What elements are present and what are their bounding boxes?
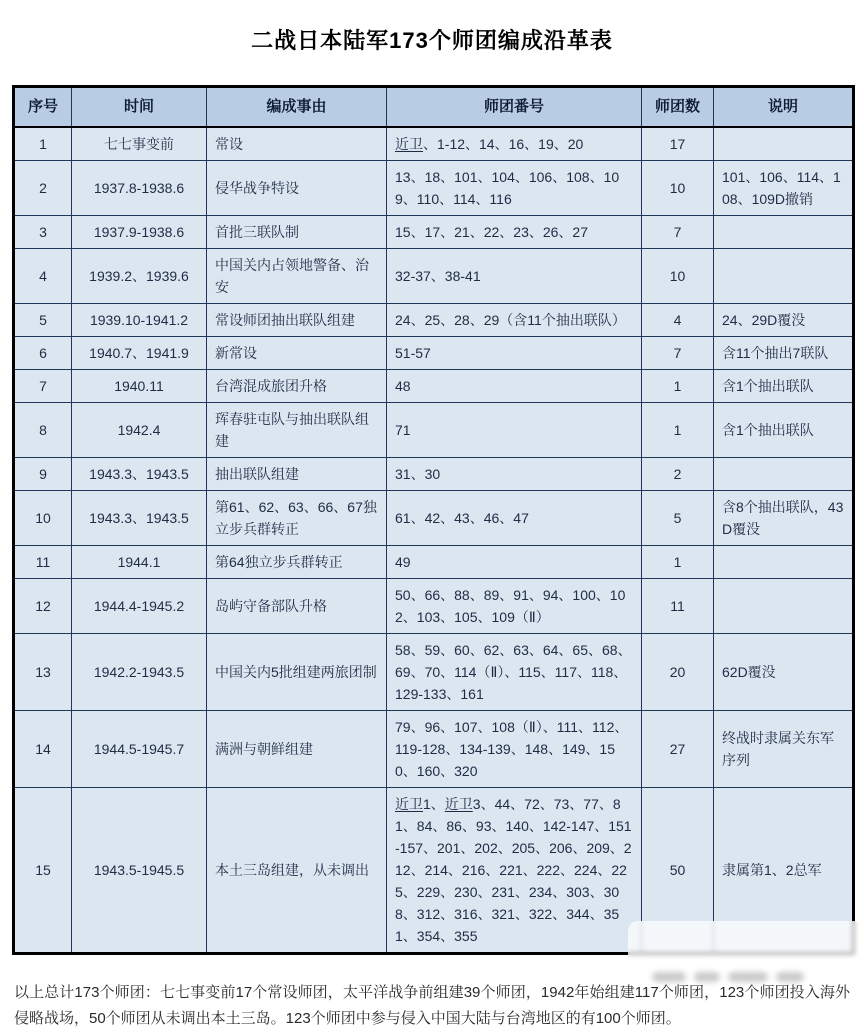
cell-reason: 本土三岛组建，从未调出 (207, 788, 387, 954)
column-header-time: 时间 (72, 87, 207, 128)
cell-count: 7 (642, 337, 714, 370)
cell-divisions: 51-57 (387, 337, 642, 370)
cell-reason: 常设 (207, 127, 387, 161)
cell-note: 含1个抽出联队 (714, 403, 854, 458)
page (0, 24, 864, 1027)
cell-count: 10 (642, 161, 714, 216)
cell-note (714, 579, 854, 634)
table-row (14, 403, 854, 458)
cell-time: 1940.11 (72, 370, 207, 403)
cell-note: 含1个抽出联队 (714, 370, 854, 403)
cell-note (714, 216, 854, 249)
table-row (14, 127, 854, 161)
column-header-count: 师团数 (642, 87, 714, 128)
table-row (14, 711, 854, 788)
cell-no: 6 (14, 337, 72, 370)
cell-divisions: 48 (387, 370, 642, 403)
cell-time: 1943.3、1943.5 (72, 491, 207, 546)
cell-divisions: 近卫、1-12、14、16、19、20 (387, 127, 642, 161)
cell-count: 27 (642, 711, 714, 788)
cell-note (714, 127, 854, 161)
cell-divisions: 58、59、60、62、63、64、65、68、69、70、114（Ⅱ）、115、117、118、129-133、161 (387, 634, 642, 711)
cell-no: 1 (14, 127, 72, 161)
cell-time: 1939.2、1939.6 (72, 249, 207, 304)
cell-no: 2 (14, 161, 72, 216)
cell-divisions: 61、42、43、46、47 (387, 491, 642, 546)
cell-note (714, 458, 854, 491)
cell-no: 8 (14, 403, 72, 458)
cell-time: 1937.9-1938.6 (72, 216, 207, 249)
cell-reason: 新常设 (207, 337, 387, 370)
cell-no: 12 (14, 579, 72, 634)
cell-divisions: 近卫1、近卫3、44、72、73、77、81、84、86、93、140、142-147、151-157、201、202、205、206、209、212、214、216、221、222、224、225、229、230、231、234、303、308、312、316、321、322、344、351、354、355 (387, 788, 642, 954)
cell-count: 17 (642, 127, 714, 161)
cell-reason: 岛屿守备部队升格 (207, 579, 387, 634)
cell-count: 50 (642, 788, 714, 954)
cell-note (714, 249, 854, 304)
cell-reason: 常设师团抽出联队组建 (207, 304, 387, 337)
table-body (14, 127, 854, 954)
cell-no: 7 (14, 370, 72, 403)
cell-note (714, 546, 854, 579)
cell-divisions: 49 (387, 546, 642, 579)
summary-text: 以上总计173个师团：七七事变前17个常设师团，太平洋战争前组建39个师团，1942年始组建117个师团，123个师团投入海外侵略战场，50个师团从未调出本土三岛。123个师团中参与侵入中国大陆与台湾地区的有100个师团。 (14, 984, 850, 1027)
cell-time: 1944.5-1945.7 (72, 711, 207, 788)
cell-reason: 首批三联队制 (207, 216, 387, 249)
cell-divisions: 31、30 (387, 458, 642, 491)
cell-time: 1942.2-1943.5 (72, 634, 207, 711)
cell-divisions: 50、66、88、89、91、94、100、102、103、105、109（Ⅱ） (387, 579, 642, 634)
cell-time: 1943.3、1943.5 (72, 458, 207, 491)
cell-note: 含11个抽出7联队 (714, 337, 854, 370)
cell-reason: 台湾混成旅团升格 (207, 370, 387, 403)
table-row (14, 634, 854, 711)
cell-divisions: 79、96、107、108（Ⅱ）、111、112、119-128、134-139、148、149、150、160、320 (387, 711, 642, 788)
cell-no: 9 (14, 458, 72, 491)
cell-count: 7 (642, 216, 714, 249)
cell-no: 11 (14, 546, 72, 579)
cell-count: 1 (642, 370, 714, 403)
division-table (12, 85, 855, 955)
cell-count: 1 (642, 403, 714, 458)
cell-time: 1944.4-1945.2 (72, 579, 207, 634)
cell-time: 1939.10-1941.2 (72, 304, 207, 337)
cell-reason: 中国关内5批组建两旅团制 (207, 634, 387, 711)
column-header-reason: 编成事由 (207, 87, 387, 128)
table-row (14, 788, 854, 954)
cell-time: 1937.8-1938.6 (72, 161, 207, 216)
cell-reason: 第61、62、63、66、67独立步兵群转正 (207, 491, 387, 546)
cell-divisions: 24、25、28、29（含11个抽出联队） (387, 304, 642, 337)
cell-time: 七七事变前 (72, 127, 207, 161)
cell-count: 5 (642, 491, 714, 546)
cell-note: 62D覆没 (714, 634, 854, 711)
cell-reason: 珲春驻屯队与抽出联队组建 (207, 403, 387, 458)
cell-reason: 侵华战争特设 (207, 161, 387, 216)
cell-count: 1 (642, 546, 714, 579)
cell-divisions: 32-37、38-41 (387, 249, 642, 304)
cell-no: 10 (14, 491, 72, 546)
cell-reason: 第64独立步兵群转正 (207, 546, 387, 579)
cell-divisions: 71 (387, 403, 642, 458)
cell-time: 1944.1 (72, 546, 207, 579)
cell-no: 3 (14, 216, 72, 249)
table-header-row (14, 87, 854, 128)
cell-reason: 中国关内占领地警备、治安 (207, 249, 387, 304)
table-row (14, 304, 854, 337)
cell-reason: 抽出联队组建 (207, 458, 387, 491)
table-row (14, 337, 854, 370)
cell-reason: 满洲与朝鲜组建 (207, 711, 387, 788)
cell-time: 1943.5-1945.5 (72, 788, 207, 954)
cell-count: 11 (642, 579, 714, 634)
cell-no: 13 (14, 634, 72, 711)
cell-no: 14 (14, 711, 72, 788)
cell-time: 1940.7、1941.9 (72, 337, 207, 370)
table-row (14, 491, 854, 546)
column-header-no: 序号 (14, 87, 72, 128)
table-row (14, 458, 854, 491)
cell-time: 1942.4 (72, 403, 207, 458)
cell-note: 含8个抽出联队，43D覆没 (714, 491, 854, 546)
cell-divisions: 13、18、101、104、106、108、109、110、114、116 (387, 161, 642, 216)
cell-note: 终战时隶属关东军序列 (714, 711, 854, 788)
table-row (14, 216, 854, 249)
cell-divisions: 15、17、21、22、23、26、27 (387, 216, 642, 249)
cell-note: 24、29D覆没 (714, 304, 854, 337)
table-row (14, 579, 854, 634)
column-header-divisions: 师团番号 (387, 87, 642, 128)
cell-note: 101、106、114、108、109D撤销 (714, 161, 854, 216)
table-row (14, 161, 854, 216)
page-title: 二战日本陆军173个师团编成沿革表 (251, 28, 613, 53)
cell-count: 10 (642, 249, 714, 304)
cell-no: 4 (14, 249, 72, 304)
cell-no: 15 (14, 788, 72, 954)
cell-count: 4 (642, 304, 714, 337)
table-row (14, 249, 854, 304)
table-row (14, 370, 854, 403)
cell-count: 2 (642, 458, 714, 491)
cell-count: 20 (642, 634, 714, 711)
cell-note: 隶属第1、2总军 (714, 788, 854, 954)
table-row (14, 546, 854, 579)
column-header-note: 说明 (714, 87, 854, 128)
cell-no: 5 (14, 304, 72, 337)
